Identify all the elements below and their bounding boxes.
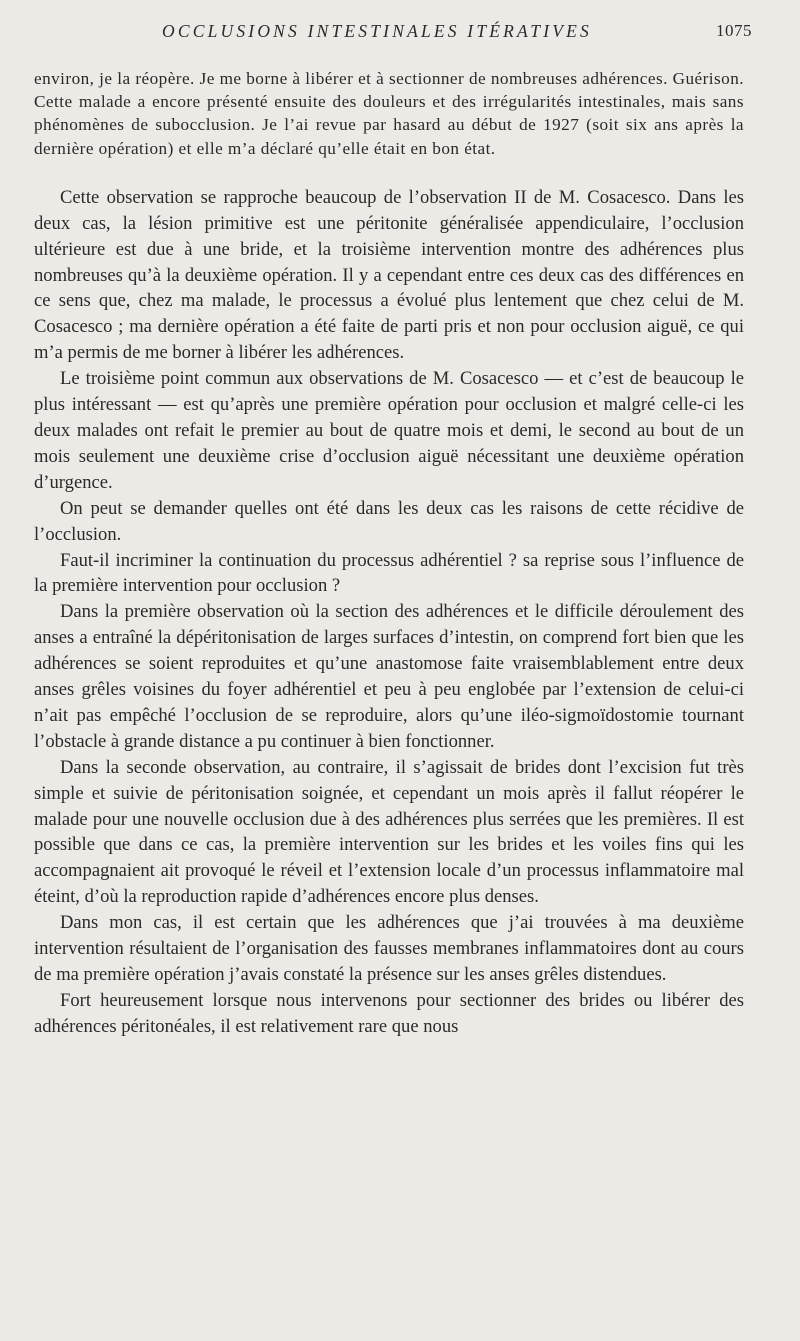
running-head [34,21,752,43]
paragraph-third-common-point: Le troisième point commun aux observations de M. Cosacesco — et c’est de beaucoup le plus intéressant — est qu’après une première opération pour occlusion et malgré celle-ci les deux malades ont refait le premier au bout de quatre mois et demi, le second au bout de un mois seulement une deuxième crise d’occlusion aiguë nécessitant une deuxième opération d’urgence. [34,368,744,493]
page-number: 1075 [716,21,752,40]
paragraph-first-observation: Dans la première observation où la section des adhérences et le difficile déroulement des anses a entraîné la dépéritonisation de larges surfaces d’intestin, on comprend fort bien que les adhérences se soient reproduites et qu’une anastomose faite vraisemblablement entre deux anses grêles voisines du foyer adhérentiel et peu à peu englobée par l’extension de celui-ci n’ait pas empêché l’occlusion de se reproduire, alors qu’une iléo-sigmoïdostomie tournant l’obstacle à grande distance a pu continuer à bien fonctionner. [34,601,744,752]
paragraph-second-observation: Dans la seconde observation, au contraire, il s’agissait de brides dont l’excision fut très simple et suivie de péritonisation soignée, et cependant un mois après il fallut réopérer le malade pour une nouvelle occlusion due à des adhérences plus serrées que les premières. Il est possible que dans ce cas, la première intervention sur les brides et les voiles fins qui les accompagnaient ait provoqué le réveil et l’extension locale d’un processus inflammatoire mal éteint, d’où la reproduction rapide d’adhérences encore plus denses. [34,756,744,908]
paragraph-comparison-observation: Cette observation se rapproche beaucoup de l’observation II de M. Cosacesco. Dans les deux cas, la lésion primitive est une péritonite généralisée appendiculaire, l’occlusion ultérieure est due à une bride, et la troisième intervention montre des adhérences plus nombreuses qu’à la deuxième opération. Il y a cependant entre ces deux cas des différences en ce sens que, chez ma malade, le processus a évolué plus lentement que chez celui de M. Cosacesco ; ma dernière opération a été faite de parti pris et non pour occlusion aiguë, ce qui m’a permis de me borner à libérer les adhérences. [34,186,744,364]
paragraph-recurrence-question: On peut se demander quelles ont été dans les deux cas les raisons de cette récidive de l’occlusion. [34,497,744,545]
running-title: OCCLUSIONS INTESTINALES ITÉRATIVES [162,21,592,41]
paragraph-own-case: Dans mon cas, il est certain que les adhérences que j’ai trouvées à ma deuxième intervention résultaient de l’organisation des fausses membranes inflammatoires dont au cours de ma première opération j’avais constaté la présence sur les anses grêles distendues. [34,912,744,985]
body-text [34,67,744,1040]
paragraph-fortunately: Fort heureusement lorsque nous intervenons pour sectionner des brides ou libérer des adhérences péritonéales, il est relativement rare que nous [34,989,744,1037]
paragraph-case-report-end: environ, je la réopère. Je me borne à libérer et à sectionner de nombreuses adhérences. Guérison. Cette malade a encore présenté ensuite des douleurs et des irrégularités intestinales, mais sans phénomènes de subocclusion. Je l’ai revue par hasard au début de 1927 (soit six ans après la dernière opération) et elle m’a déclaré qu’elle était en bon état. [34,69,744,158]
paragraph-adhesion-process-question: Faut-il incriminer la continuation du processus adhérentiel ? sa reprise sous l’influence de la première intervention pour occlusion ? [34,549,744,597]
